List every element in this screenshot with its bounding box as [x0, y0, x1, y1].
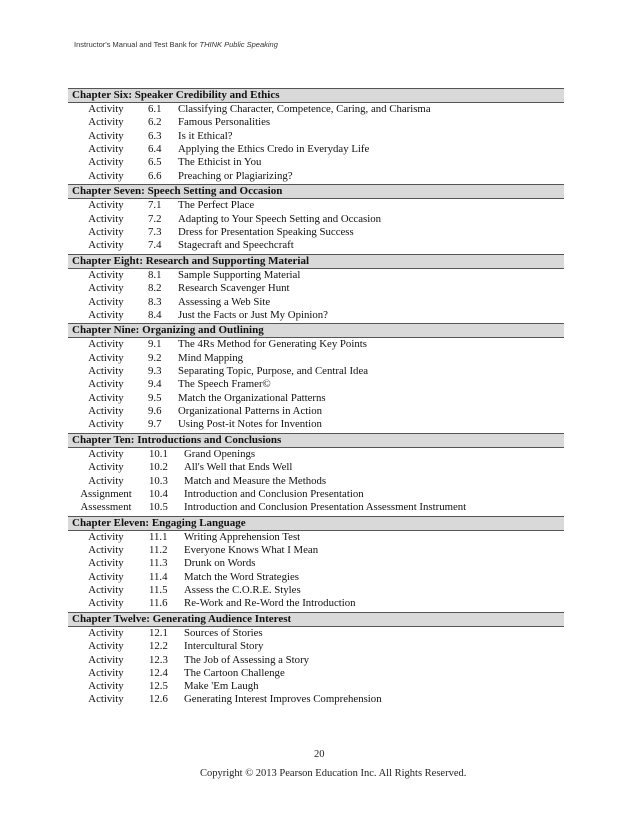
activity-title: Preaching or Plagiarizing?: [178, 169, 293, 182]
activity-title: Dress for Presentation Speaking Success: [178, 225, 354, 238]
activity-number: 8.3: [148, 295, 162, 308]
activity-row: [68, 213, 564, 226]
copyright-text: Copyright © 2013 Pearson Education Inc. All Rights Reserved.: [200, 768, 467, 779]
activity-number: 9.2: [148, 351, 162, 364]
activity-row: [68, 531, 564, 544]
activity-title: Match and Measure the Methods: [184, 474, 327, 487]
activity-type: Activity: [88, 268, 124, 281]
activity-row: [68, 239, 564, 252]
activity-type: Activity: [88, 640, 124, 653]
chapter-section: [68, 433, 564, 516]
activity-type: Activity: [88, 626, 124, 639]
activity-row: [68, 199, 564, 212]
running-head-prefix: Instructor's Manual and Test Bank for: [74, 40, 200, 49]
activity-number: 6.2: [148, 116, 162, 129]
activity-number: 12.1: [149, 626, 168, 639]
activity-title: The Ethicist in You: [178, 156, 262, 169]
activity-row: [68, 501, 564, 514]
activity-number: 12.3: [149, 653, 168, 666]
activity-row: [68, 392, 564, 405]
chapter-heading: Chapter Twelve: Generating Audience Interest: [68, 612, 564, 627]
activity-row: [68, 170, 564, 183]
activity-type: Activity: [88, 351, 124, 364]
running-head: [74, 40, 278, 49]
activity-row: [68, 654, 564, 667]
activity-row: [68, 156, 564, 169]
activity-type: Activity: [88, 365, 124, 378]
activity-title: The Perfect Place: [178, 199, 255, 212]
activity-title: The 4Rs Method for Generating Key Points: [178, 338, 367, 351]
activity-row: [68, 378, 564, 391]
activity-number: 9.7: [148, 418, 162, 431]
activity-type: Activity: [88, 597, 124, 610]
activity-type: Activity: [88, 530, 124, 543]
activity-title: Make 'Em Laugh: [184, 680, 259, 693]
activity-number: 6.4: [148, 143, 162, 156]
activity-type: Activity: [88, 693, 124, 706]
activity-title: Re-Work and Re-Word the Introduction: [184, 597, 356, 610]
activity-row: [68, 282, 564, 295]
chapter-heading: Chapter Eight: Research and Supporting Material: [68, 254, 564, 269]
activity-type: Activity: [88, 199, 124, 212]
activity-type: Activity: [88, 544, 124, 557]
activity-type: Activity: [88, 418, 124, 431]
activity-title: Is it Ethical?: [178, 129, 233, 142]
activity-number: 10.2: [149, 461, 168, 474]
activity-row: [68, 448, 564, 461]
activity-row: [68, 365, 564, 378]
activity-row: [68, 269, 564, 282]
activity-type: Activity: [88, 474, 124, 487]
activity-title: Just the Facts or Just My Opinion?: [178, 308, 328, 321]
activity-title: Assess the C.O.R.E. Styles: [184, 583, 301, 596]
activity-row: [68, 296, 564, 309]
chapter-heading: Chapter Eleven: Engaging Language: [68, 516, 564, 531]
activity-title: Everyone Knows What I Mean: [184, 544, 319, 557]
activity-type: Activity: [88, 116, 124, 129]
chapter-heading: Chapter Nine: Organizing and Outlining: [68, 323, 564, 338]
activity-title: Drunk on Words: [184, 557, 256, 570]
activity-title: Generating Interest Improves Comprehension: [184, 693, 382, 706]
activity-number: 7.4: [148, 239, 162, 252]
activity-type: Activity: [88, 129, 124, 142]
activity-type: Activity: [88, 308, 124, 321]
activity-row: [68, 544, 564, 557]
activity-row: [68, 226, 564, 239]
activities-table: [68, 88, 564, 708]
activity-row: [68, 557, 564, 570]
activity-type: Activity: [88, 653, 124, 666]
activity-type: Activity: [88, 212, 124, 225]
activity-row: [68, 116, 564, 129]
activity-type: Activity: [88, 680, 124, 693]
activity-type: Activity: [88, 666, 124, 679]
activity-row: [68, 461, 564, 474]
activity-number: 8.1: [148, 268, 162, 281]
activity-type: Activity: [88, 282, 124, 295]
activity-number: 6.6: [148, 169, 162, 182]
activity-number: 12.4: [149, 666, 168, 679]
activity-title: Organizational Patterns in Action: [178, 404, 323, 417]
activity-type: Activity: [88, 583, 124, 596]
activity-title: Assessing a Web Site: [178, 295, 271, 308]
activity-title: Research Scavenger Hunt: [178, 282, 290, 295]
activity-title: Famous Personalities: [178, 116, 271, 129]
chapter-section: [68, 254, 564, 324]
activity-number: 9.4: [148, 378, 162, 391]
chapter-section: [68, 612, 564, 708]
activity-row: [68, 352, 564, 365]
activity-row: [68, 680, 564, 693]
activity-title: Classifying Character, Competence, Caring, and Charisma: [178, 103, 431, 116]
activity-type: Assignment: [80, 487, 132, 500]
activity-row: [68, 640, 564, 653]
activity-number: 7.2: [148, 212, 162, 225]
activity-title: Stagecraft and Speechcraft: [178, 239, 294, 252]
activity-title: Introduction and Conclusion Presentation: [184, 487, 364, 500]
activity-row: [68, 405, 564, 418]
activity-row: [68, 597, 564, 610]
activity-number: 11.1: [149, 530, 168, 543]
activity-type: Activity: [88, 225, 124, 238]
activity-number: 11.6: [149, 597, 168, 610]
activity-type: Activity: [88, 557, 124, 570]
chapter-heading: Chapter Six: Speaker Credibility and Ethics: [68, 88, 564, 103]
activity-title: Writing Apprehension Test: [184, 530, 301, 543]
activity-number: 11.5: [149, 583, 168, 596]
activity-number: 9.3: [148, 365, 162, 378]
activity-row: [68, 488, 564, 501]
activity-type: Activity: [88, 378, 124, 391]
activity-type: Activity: [88, 461, 124, 474]
chapter-section: [68, 323, 564, 432]
activity-title: The Job of Assessing a Story: [184, 653, 310, 666]
activity-type: Activity: [88, 156, 124, 169]
activity-row: [68, 309, 564, 322]
activity-title: Grand Openings: [184, 447, 256, 460]
chapter-heading: Chapter Seven: Speech Setting and Occasion: [68, 184, 564, 199]
activity-type: Assessment: [80, 501, 132, 514]
activity-number: 8.2: [148, 282, 162, 295]
activity-number: 9.6: [148, 404, 162, 417]
activity-title: Adapting to Your Speech Setting and Occasion: [178, 212, 382, 225]
activity-row: [68, 571, 564, 584]
activity-type: Activity: [88, 570, 124, 583]
activity-row: [68, 693, 564, 706]
activity-number: 6.1: [148, 103, 162, 116]
activity-number: 8.4: [148, 308, 162, 321]
activity-number: 11.3: [149, 557, 168, 570]
activity-title: Using Post-it Notes for Invention: [178, 418, 322, 431]
activity-title: The Speech Framer©: [178, 378, 271, 391]
activity-type: Activity: [88, 391, 124, 404]
activity-number: 7.1: [148, 199, 162, 212]
activity-number: 11.2: [149, 544, 168, 557]
activity-number: 12.2: [149, 640, 168, 653]
activity-row: [68, 475, 564, 488]
activity-number: 9.1: [148, 338, 162, 351]
activity-type: Activity: [88, 338, 124, 351]
running-head-book-title: THINK Public Speaking: [199, 40, 278, 49]
activity-row: [68, 338, 564, 351]
activity-row: [68, 103, 564, 116]
activity-number: 7.3: [148, 225, 162, 238]
activity-number: 12.5: [149, 680, 168, 693]
activity-type: Activity: [88, 447, 124, 460]
activity-row: [68, 143, 564, 156]
activity-type: Activity: [88, 404, 124, 417]
chapter-section: [68, 88, 564, 184]
chapter-heading: Chapter Ten: Introductions and Conclusions: [68, 433, 564, 448]
activity-number: 6.3: [148, 129, 162, 142]
chapter-section: [68, 516, 564, 612]
activity-title: Mind Mapping: [178, 351, 244, 364]
activity-number: 11.4: [149, 570, 168, 583]
activity-row: [68, 627, 564, 640]
activity-row: [68, 130, 564, 143]
activity-title: Applying the Ethics Credo in Everyday Life: [178, 143, 370, 156]
page-number-text: 20: [314, 749, 325, 760]
activity-title: All's Well that Ends Well: [184, 461, 293, 474]
activity-row: [68, 584, 564, 597]
activity-number: 12.6: [149, 693, 168, 706]
activity-number: 10.4: [149, 487, 168, 500]
activity-title: Sources of Stories: [184, 626, 263, 639]
activity-row: [68, 667, 564, 680]
activity-title: Match the Organizational Patterns: [178, 391, 326, 404]
activity-title: Match the Word Strategies: [184, 570, 299, 583]
activity-title: The Cartoon Challenge: [184, 666, 285, 679]
activity-number: 9.5: [148, 391, 162, 404]
activity-type: Activity: [88, 239, 124, 252]
activity-type: Activity: [88, 169, 124, 182]
chapter-section: [68, 184, 564, 254]
activity-number: 10.1: [149, 447, 168, 460]
activity-number: 10.3: [149, 474, 168, 487]
activity-type: Activity: [88, 103, 124, 116]
activity-title: Sample Supporting Material: [178, 268, 301, 281]
activity-title: Intercultural Story: [184, 640, 264, 653]
activity-number: 10.5: [149, 501, 168, 514]
activity-title: Separating Topic, Purpose, and Central Idea: [178, 365, 369, 378]
activity-title: Introduction and Conclusion Presentation Assessment Instrument: [184, 501, 467, 514]
activity-type: Activity: [88, 143, 124, 156]
activity-type: Activity: [88, 295, 124, 308]
activity-row: [68, 418, 564, 431]
activity-number: 6.5: [148, 156, 162, 169]
